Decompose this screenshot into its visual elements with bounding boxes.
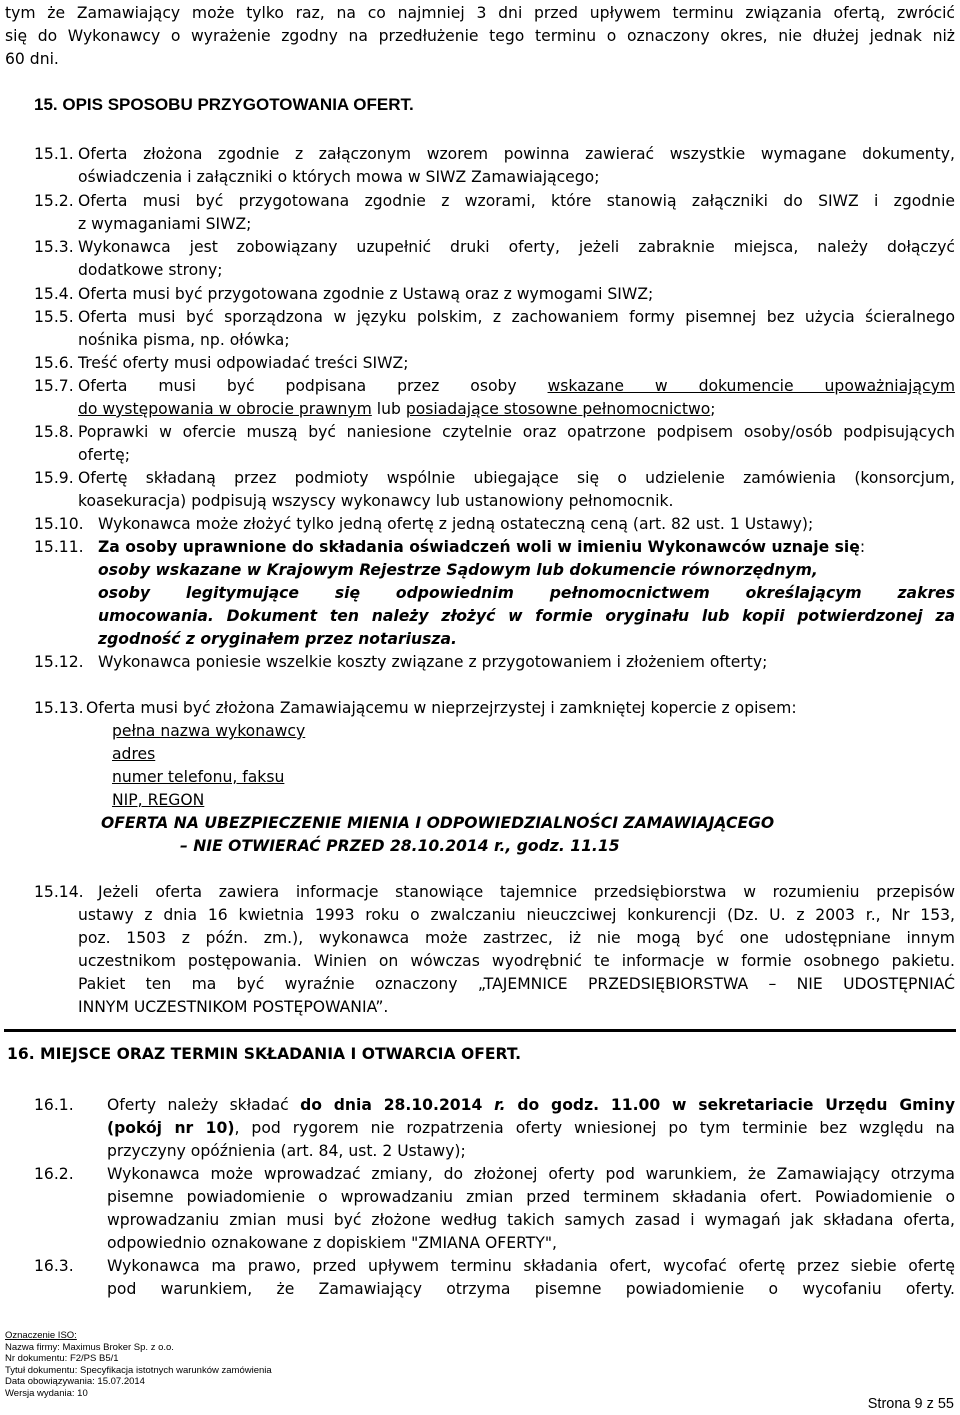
text-line: (pokój nr 10), pod rygorem nie rozpatrzenia oferty wniesionej po tym terminie bez względu na [107, 1119, 955, 1137]
list-item: pełna nazwa wykonawcy [112, 722, 306, 740]
paragraph-number: 15.4. [34, 285, 74, 303]
envelope-title-line-1: OFERTA NA UBEZPIECZENIE MIENIA I ODPOWIEDZIALNOŚCI ZAMAWIAJĄCEGO [101, 814, 775, 832]
text-line: Oferta musi być podpisana przez osoby wskazane w dokumencie upoważniającym [78, 377, 956, 395]
text-line: Oferta złożona zgodnie z załączonym wzorem powinna zawierać wszystkie wymagane dokumenty, [78, 145, 955, 163]
paragraph-number: 15.1. [34, 145, 74, 163]
text-line: oświadczenia i załączniki o których mowa w SIWZ Zamawiającego; [78, 168, 600, 186]
paragraph-number: 15.14. [34, 883, 84, 901]
text-line: Oferty należy składać do dnia 28.10.2014 r. do godz. 11.00 w sekretariacie Urzędu Gminy [107, 1096, 955, 1114]
text-line: Oferta musi być przygotowana zgodnie z Ustawą oraz z wymogami SIWZ; [78, 285, 654, 303]
paragraph-number: 15.10. [34, 515, 84, 533]
text-line: z wymaganiami SIWZ; [78, 215, 252, 233]
section-divider [4, 1029, 956, 1032]
text-line: Pakiet ten ma być wyraźnie oznaczony „TAJEMNICE PRZEDSIĘBIORSTWA – NIE UDOSTĘPNIAĆ [78, 975, 955, 993]
paragraph-15-14 [34, 881, 955, 1019]
intro-paragraph [5, 2, 955, 71]
paragraph-15-1 [34, 143, 955, 189]
section-16-heading: 16. MIEJSCE ORAZ TERMIN SKŁADANIA I OTWARCIA OFERT. [7, 1045, 522, 1063]
text-line: Oferta musi być przygotowana zgodnie z wzorami, które stanowią załączniki do SIWZ i zgodnie [78, 192, 955, 210]
paragraph-16-1 [34, 1094, 955, 1163]
paragraph-15-3 [34, 236, 955, 282]
text-line: koasekuracja) podpisują wszyscy wykonawcy lub ustanowiony pełnomocnik. [78, 492, 674, 510]
paragraph-number: 15.3. [34, 238, 74, 256]
text-line: umocowania. Dokument ten należy złożyć w formie oryginału lub kopii potwierdzonej za [98, 607, 955, 625]
text-line: Za osoby uprawnione do składania oświadczeń woli w imieniu Wykonawców uznaje się: [98, 538, 866, 556]
document-footer [5, 1330, 272, 1399]
text-line: Treść oferty musi odpowiadać treści SIWZ; [78, 354, 409, 372]
text-line: Oferta musi być złożona Zamawiającemu w nieprzejrzystej i zamkniętej kopercie z opisem: [86, 699, 797, 717]
footer-iso-label: Oznaczenie ISO: [5, 1330, 77, 1341]
text-line: Wykonawca może złożyć tylko jedną ofertę z jedną ostateczną ceną (art. 82 ust. 1 Ustawy); [98, 515, 814, 533]
text-line: zgodność z oryginałem przez notariusza. [98, 630, 457, 648]
paragraph-15-6 [34, 352, 955, 375]
list-item: numer telefonu, faksu [112, 768, 285, 786]
paragraph-16-3 [34, 1255, 955, 1301]
footer-document-title: Tytuł dokumentu: Specyfikacja istotnych warunków zamówienia [5, 1364, 272, 1376]
text-line: 60 dni. [5, 50, 59, 68]
paragraph-number: 16.2. [34, 1165, 74, 1183]
paragraph-15-12 [34, 651, 955, 674]
envelope-description-list [112, 720, 305, 812]
text-line: poz. 1503 z późn. zm.), wykonawca może zastrzec, iż nie mogą być one udostępniane innym [78, 929, 955, 947]
paragraph-15-4 [34, 283, 955, 306]
text-line: Wykonawca może wprowadzać zmiany, do złożonej oferty pod warunkiem, że Zamawiający otrzyma [107, 1165, 955, 1183]
footer-valid-date: Data obowiązywania: 15.07.2014 [5, 1376, 145, 1387]
text-line: Ofertę składaną przez podmioty wspólnie ubiegające się o udzielenie zamówienia (konsorcjum, [78, 469, 955, 487]
text-line: dodatkowe strony; [78, 261, 223, 279]
text-line: się do Wykonawcy o wyrażenie zgodny na przedłużenie tego terminu o oznaczony okres, nie dłużej jednak niż [5, 27, 955, 45]
text-line: do występowania w obrocie prawnym lub posiadające stosowne pełnomocnictwo; [78, 400, 716, 418]
text-line: osoby wskazane w Krajowym Rejestrze Sądowym lub dokumencie równorzędnym, [98, 561, 818, 579]
list-item: NIP, REGON [112, 791, 205, 809]
footer-document-number: Nr dokumentu: F2/PS B5/1 [5, 1353, 119, 1364]
footer-version: Wersja wydania: 10 [5, 1387, 88, 1399]
paragraph-15-11 [34, 536, 955, 651]
text-line: Wykonawca ma prawo, przed upływem terminu składania ofert, wycofać ofertę przez siebie ofertę [107, 1257, 955, 1275]
paragraph-15-8 [34, 421, 955, 467]
text-line: pisemne powiadomienie o wprowadzaniu zmian przed terminem składania ofert. Powiadomienie o [107, 1188, 955, 1206]
paragraph-number: 16.3. [34, 1257, 74, 1275]
paragraph-15-9 [34, 467, 955, 513]
paragraph-15-13 [34, 697, 955, 720]
paragraph-number: 15.6. [34, 354, 74, 372]
text-line: odpowiednio oznakowane z dopiskiem "ZMIANA OFERTY", [107, 1234, 557, 1252]
text-line: wprowadzaniu zmian musi być złożone według takich samych zasad i wymagań jak składana oferta, [107, 1211, 955, 1229]
text-line: Wykonawca jest zobowiązany uzupełnić druki oferty, jeżeli zabraknie miejsca, należy dołączyć [78, 238, 955, 256]
text-line: Wykonawca poniesie wszelkie koszty związane z przygotowaniem i złożeniem ofterty; [98, 653, 768, 671]
text-line: Poprawki w ofercie muszą być naniesione czytelnie oraz opatrzone podpisem osoby/osób podpisujących [78, 423, 955, 441]
paragraph-15-5 [34, 306, 955, 352]
paragraph-number: 15.7. [34, 377, 74, 395]
footer-company: Nazwa firmy: Maximus Broker Sp. z o.o. [5, 1341, 174, 1353]
paragraph-15-2 [34, 190, 955, 236]
paragraph-number: 16.1. [34, 1096, 74, 1114]
paragraph-16-2 [34, 1163, 955, 1255]
paragraph-15-7 [34, 375, 955, 421]
text-line: Jeżeli oferta zawiera informacje stanowiące tajemnice przedsiębiorstwa w rozumieniu przepisów [98, 883, 955, 901]
list-item: adres [112, 745, 156, 763]
paragraph-number: 15.5. [34, 308, 74, 326]
paragraph-number: 15.12. [34, 653, 84, 671]
envelope-title-line-2: – NIE OTWIERAĆ PRZED 28.10.2014 r., godz. 11.15 [180, 837, 620, 855]
text-line: osoby legitymujące się odpowiednim pełnomocnictwem określającym zakres [98, 584, 955, 602]
text-line: nośnika pisma, np. ołówka; [78, 331, 290, 349]
page-number: Strona 9 z 55 [867, 1396, 954, 1412]
text-line: uczestnikom postępowania. Winien on wówczas wyodrębnić te informacje w formie osobnego pakietu. [78, 952, 955, 970]
text-line: tym że Zamawiający może tylko raz, na co najmniej 3 dni przed upływem terminu związania ofertą, zwrócić [5, 4, 955, 22]
text-line: ofertę; [78, 446, 130, 464]
section-15-heading: 15. OPIS SPOSOBU PRZYGOTOWANIA OFERT. [34, 95, 414, 114]
text-line: Oferta musi być sporządzona w języku polskim, z zachowaniem formy pisemnej bez użycia ścieralnego [78, 308, 955, 326]
text-line: INNYM UCZESTNIKOM POSTĘPOWANIA”. [78, 998, 389, 1016]
paragraph-number: 15.2. [34, 192, 74, 210]
paragraph-number: 15.11. [34, 538, 84, 556]
text-line: ustawy z dnia 16 kwietnia 1993 roku o zwalczaniu nieuczciwej konkurencji (Dz. U. z 2003 r., Nr 153, [78, 906, 955, 924]
paragraph-15-10 [34, 513, 955, 536]
paragraph-number: 15.8. [34, 423, 74, 441]
text-line: pod warunkiem, że Zamawiający otrzyma pisemne powiadomienie o wycofaniu oferty. [107, 1280, 955, 1298]
paragraph-number: 15.13. [34, 699, 84, 717]
paragraph-number: 15.9. [34, 469, 74, 487]
text-line: przyczyny opóźnienia (art. 84, ust. 2 Ustawy); [107, 1142, 466, 1160]
